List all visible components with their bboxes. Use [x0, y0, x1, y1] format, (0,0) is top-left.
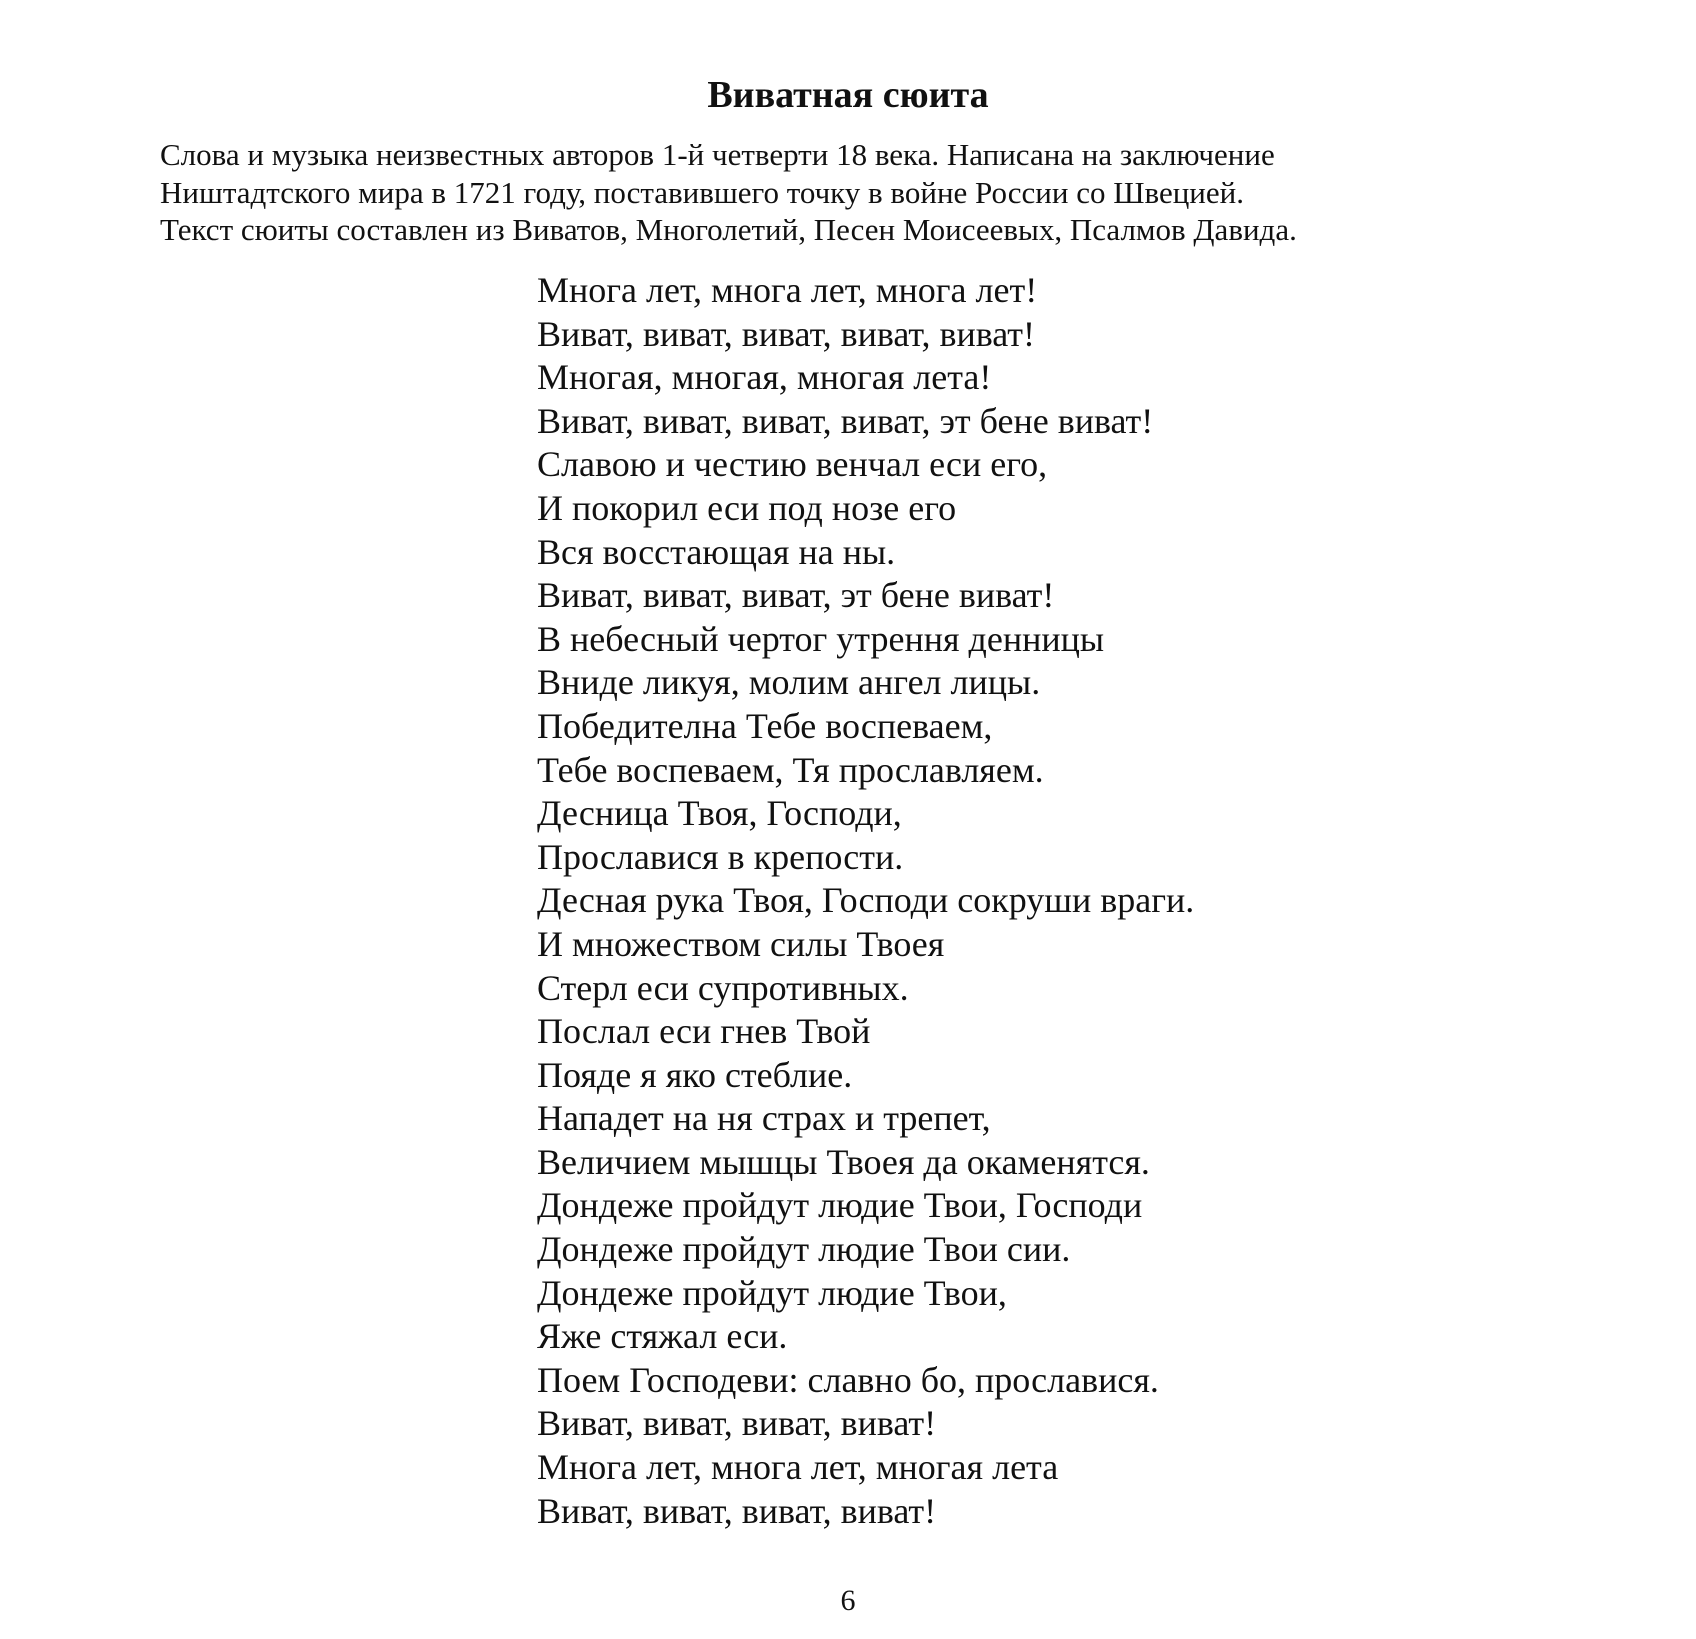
verse-line: И множеством силы Твоея [537, 923, 945, 964]
verse-line: Послал еси гнев Твой [537, 1011, 871, 1052]
verse-line: Десная рука Твоя, Господи сокруши враги. [537, 880, 1195, 921]
verse-line: Виват, виват, виват, виват! [537, 1403, 937, 1444]
verse-line: Нападет на ня страх и трепет, [537, 1098, 991, 1139]
verse-line: Многая, многая, многая лета! [537, 357, 992, 398]
verse-line: Поем Господеви: славно бо, прославися. [537, 1359, 1159, 1400]
intro-line: Слова и музыка неизвестных авторов 1-й четверти 18 века. Написана на заключение [160, 137, 1275, 172]
verse-line: Величием мышцы Твоея да окаменятся. [537, 1141, 1150, 1182]
page-number: 6 [840, 1584, 856, 1617]
intro-paragraph [160, 136, 1600, 249]
verse-line: Дондеже пройдут людие Твои сии. [537, 1229, 1071, 1270]
verse-line: Пояде я яко стеблие. [537, 1054, 853, 1095]
verse-text [537, 269, 1537, 1533]
verse-line: Виват, виват, виват, виват! [537, 1490, 937, 1531]
verse-line: Стерл еси супротивных. [537, 967, 909, 1008]
verse-line: Многа лет, многа лет, многая лета [537, 1447, 1059, 1488]
verse-line: И покорил еси под нозе его [537, 487, 957, 528]
verse-line: Виват, виват, виват, эт бене виват! [537, 575, 1055, 616]
verse-line: Вниде ликуя, молим ангел лицы. [537, 662, 1041, 703]
verse-line: Славою и честию венчал еси его, [537, 444, 1048, 485]
verse-line: Дондеже пройдут людие Твои, [537, 1272, 1007, 1313]
verse-line: Тебе воспеваем, Тя прославляем. [537, 749, 1044, 790]
verse-line: Виват, виват, виват, виват, виват! [537, 313, 1036, 354]
verse-line: Победителна Тебе воспеваем, [537, 705, 993, 746]
verse-line: Прославися в крепости. [537, 836, 904, 877]
verse-line: Дондеже пройдут людие Твои, Господи [537, 1185, 1143, 1226]
verse-line: Яже стяжал еси. [537, 1316, 788, 1357]
verse-line: Многа лет, многа лет, многа лет! [537, 270, 1038, 310]
intro-line: Текст сюиты составлен из Виватов, Многолетий, Песен Моисеевых, Псалмов Давида. [160, 212, 1297, 247]
verse-line: Десница Твоя, Господи, [537, 793, 902, 834]
intro-line: Ништадтского мира в 1721 году, поставившего точку в войне России со Швецией. [160, 174, 1245, 210]
verse-line: Виват, виват, виват, виват, эт бене виват! [537, 400, 1154, 441]
verse-line: В небесный чертог утрення денницы [537, 618, 1105, 659]
verse-line: Вся восстающая на ны. [537, 531, 896, 572]
page-title: Виватная сюита [707, 74, 989, 116]
